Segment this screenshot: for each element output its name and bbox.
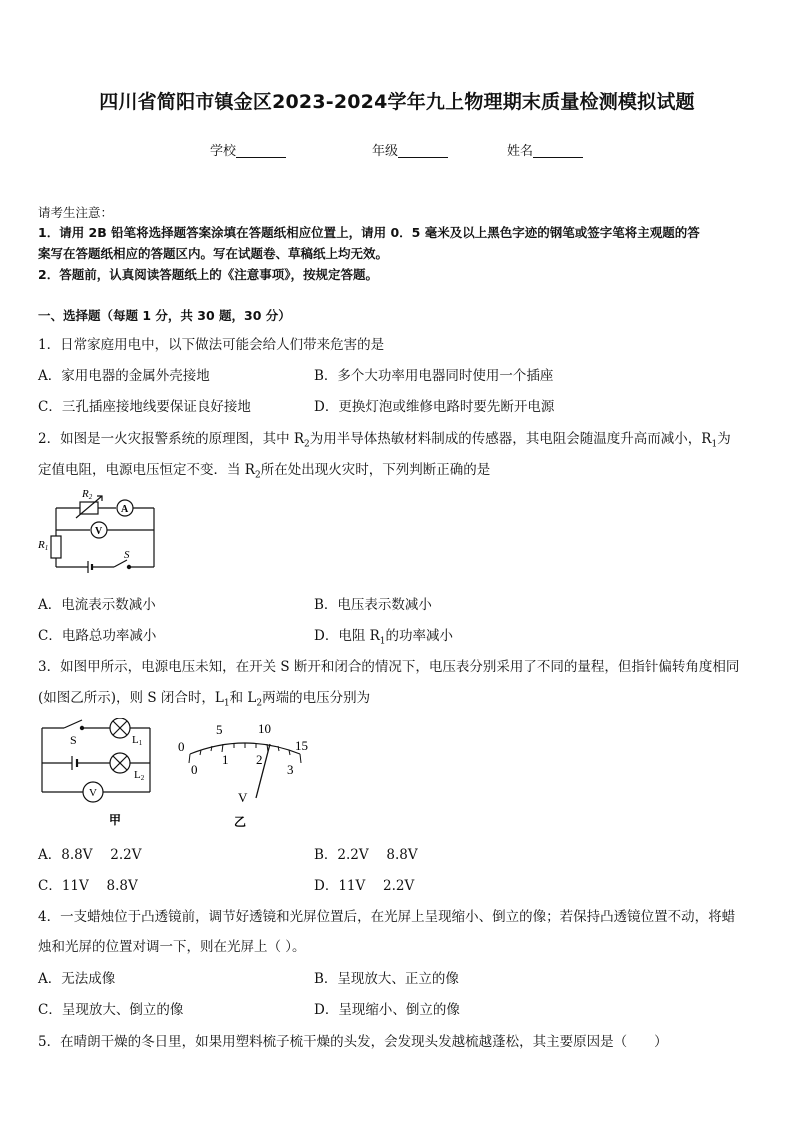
lower-scale-2: 2 <box>256 752 263 767</box>
name-label: 姓名 <box>507 144 534 159</box>
r2-label: R2 <box>82 488 93 501</box>
caption-yi: 乙 <box>234 815 247 829</box>
question-5-stem: 5．在晴朗干燥的冬日里，如果用塑料梳子梳干燥的头发，会发现头发越梳越蓬松，其主要原因是（ ） <box>38 1034 668 1050</box>
question-4-option-c: C．呈现放大、倒立的像 <box>38 1002 184 1018</box>
dial-v-label: V <box>238 790 248 805</box>
upper-scale-10: 10 <box>258 721 271 736</box>
question-1-option-d: D．更换灯泡或维修电路时要先断开电源 <box>314 399 555 415</box>
question-4-stem-line-1: 4．一支蜡烛位于凸透镜前，调节好透镜和光屏位置后，在光屏上呈现缩小、倒立的像；若保持凸透镜位置不动，将蜡 <box>38 909 736 925</box>
page-title: 四川省简阳市镇金区2023-2024学年九上物理期末质量检测模拟试题 <box>99 91 695 113</box>
section-heading: 一、选择题（每题 1 分，共 30 题，30 分） <box>38 308 291 323</box>
name-field <box>507 140 583 159</box>
switch-s-label: S <box>70 733 77 747</box>
ammeter-label: A <box>121 504 129 515</box>
l2-label: L2 <box>134 769 145 782</box>
grade-blank <box>398 143 448 158</box>
upper-scale-0: 0 <box>178 739 185 754</box>
question-3-option-c: C．11V 8.8V <box>38 878 138 894</box>
grade-label: 年级 <box>372 144 399 159</box>
school-label: 学校 <box>210 144 237 159</box>
question-1-stem: 1．日常家庭用电中，以下做法可能会给人们带来危害的是 <box>38 337 385 353</box>
question-2-stem-line-1: 2．如图是一火灾报警系统的原理图，其中 $R_2$为用半导体热敏材料制成的传感器，其电阻会随温度升高而减小，$R_1$为 <box>38 431 731 450</box>
question-1-option-c: C．三孔插座接地线要保证良好接地 <box>38 399 251 415</box>
l1-label: L1 <box>132 734 143 747</box>
notice-item-1-line-2: 案写在答题纸相应的答题区内。写在试题卷、草稿纸上均无效。 <box>38 246 389 261</box>
question-3-option-d: D．11V 2.2V <box>314 878 415 894</box>
caption-jia: 甲 <box>109 813 122 827</box>
question-4-option-a: A．无法成像 <box>38 971 116 987</box>
question-1-option-b: B．多个大功率用电器同时使用一个插座 <box>314 368 554 384</box>
lower-scale-0: 0 <box>191 762 198 777</box>
notice-heading: 请考生注意： <box>38 205 114 220</box>
question-2-option-d: D．电阻 $R_1$的功率减小 <box>314 628 454 647</box>
question-3-voltmeter-dial <box>170 718 320 830</box>
r1-label: R1 <box>38 539 49 552</box>
upper-scale-15: 15 <box>295 738 308 753</box>
question-2-option-a: A．电流表示数减小 <box>38 597 156 613</box>
lower-scale-1: 1 <box>222 752 229 767</box>
name-blank <box>533 143 583 158</box>
question-3-option-a: A．8.8V 2.2V <box>38 847 142 863</box>
notice-item-1-line-1: 1．请用 2B 铅笔将选择题答案涂填在答题纸相应位置上，请用 0．5 毫米及以上黑色字迹的钢笔或签字笔将主观题的答 <box>38 225 700 240</box>
grade-field <box>372 140 448 159</box>
voltmeter-label: V <box>95 526 103 537</box>
question-3-stem-line-1: 3．如图甲所示，电源电压未知，在开关 S 断开和闭合的情况下，电压表分别采用了不同的量程，但指针偏转角度相同 <box>38 659 740 675</box>
question-2-option-b: B．电压表示数减小 <box>314 597 432 613</box>
question-3-stem-line-2: (如图乙所示)，则 S 闭合时，$L_1$和 $L_2$两端的电压分别为 <box>38 690 371 709</box>
question-4-option-d: D．呈现缩小、倒立的像 <box>314 1002 460 1018</box>
question-3-option-b: B．2.2V 8.8V <box>314 847 418 863</box>
question-2-stem-line-2: 定值电阻，电源电压恒定不变．当 $R_2$所在处出现火灾时，下列判断正确的是 <box>38 462 491 481</box>
notice-item-2: 2．答题前，认真阅读答题纸上的《注意事项》，按规定答题。 <box>38 267 378 282</box>
upper-scale-5: 5 <box>216 722 223 737</box>
switch-label: S <box>124 549 130 561</box>
school-field <box>210 140 286 159</box>
lower-scale-3: 3 <box>287 762 294 777</box>
question-2-option-c: C．电路总功率减小 <box>38 628 157 644</box>
question-4-stem-line-2: 烛和光屏的位置对调一下，则在光屏上（ ）。 <box>38 939 306 955</box>
school-blank <box>236 143 286 158</box>
question-1-option-a: A．家用电器的金属外壳接地 <box>38 368 210 384</box>
question-3-circuit-diagram <box>36 718 160 830</box>
question-4-option-b: B．呈现放大、正立的像 <box>314 971 459 987</box>
voltmeter-v-label: V <box>89 787 97 799</box>
question-2-circuit-diagram <box>36 484 160 580</box>
